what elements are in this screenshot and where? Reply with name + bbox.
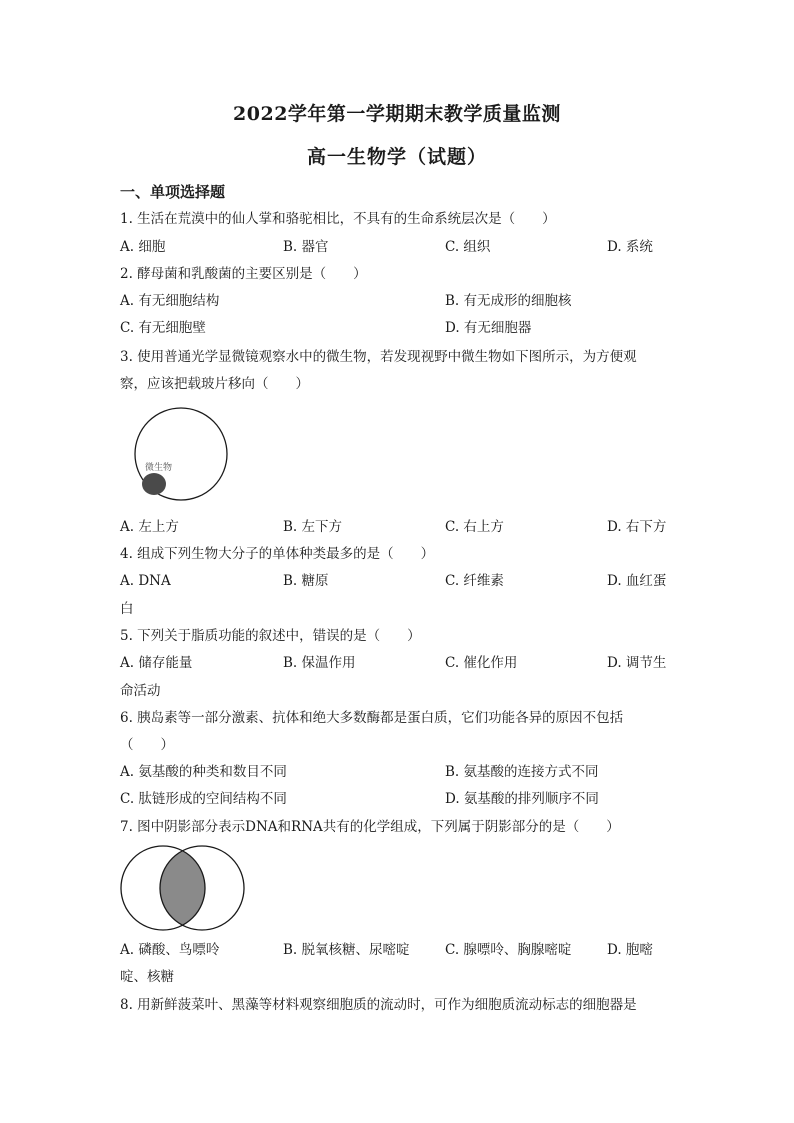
q5-option-b: B. 保温作用 (283, 655, 356, 671)
q3-option-a: A. 左上方 (120, 519, 179, 535)
q6-option-c: C. 肽链形成的空间结构不同 (120, 791, 287, 807)
q1-option-d: D. 系统 (607, 239, 653, 255)
question-7-stem: 7. 图中阴影部分表示DNA和RNA共有的化学组成，下列属于阴影部分的是（ ） (120, 819, 620, 835)
venn-diagram-figure (118, 842, 250, 934)
q7-option-c: C. 腺嘌呤、胸腺嘧啶 (445, 942, 572, 958)
q2-option-b: B. 有无成形的细胞核 (445, 293, 572, 309)
q5-option-d-continuation: 命活动 (120, 683, 161, 699)
q6-option-a: A. 氨基酸的种类和数目不同 (120, 764, 287, 780)
q3-option-c: C. 右上方 (445, 519, 504, 535)
page-title: 2022学年第一学期期末教学质量监测 (233, 103, 561, 125)
q1-option-c: C. 组织 (445, 239, 491, 255)
q3-option-d: D. 右下方 (607, 519, 667, 535)
q5-option-a: A. 储存能量 (120, 655, 193, 671)
q7-option-d: D. 胞嘧 (607, 942, 653, 958)
q7-option-b: B. 脱氧核糖、尿嘧啶 (283, 942, 410, 958)
q5-option-d: D. 调节生 (607, 655, 667, 671)
question-5-stem: 5. 下列关于脂质功能的叙述中，错误的是（ ） (120, 628, 421, 644)
q1-option-b: B. 器官 (283, 239, 329, 255)
q5-option-c: C. 催化作用 (445, 655, 518, 671)
q2-option-c: C. 有无细胞壁 (120, 320, 206, 336)
q4-option-d: D. 血红蛋 (607, 573, 667, 589)
q4-option-c: C. 纤维素 (445, 573, 504, 589)
question-6-stem-line1: 6. 胰岛素等一部分激素、抗体和绝大多数酶都是蛋白质，它们功能各异的原因不包括 (120, 710, 624, 726)
q7-option-a: A. 磷酸、鸟嘌呤 (120, 942, 220, 958)
question-1-stem: 1. 生活在荒漠中的仙人掌和骆驼相比，不具有的生命系统层次是（ ） (120, 211, 556, 227)
microscope-field-figure (130, 405, 234, 505)
q3-option-b: B. 左下方 (283, 519, 343, 535)
question-6-stem-line2: （ ） (120, 737, 174, 753)
q1-option-a: A. 细胞 (120, 239, 166, 255)
q6-option-b: B. 氨基酸的连接方式不同 (445, 764, 599, 780)
q4-option-b: B. 糖原 (283, 573, 329, 589)
q2-option-d: D. 有无细胞器 (445, 320, 532, 336)
question-3-stem-line1: 3. 使用普通光学显微镜观察水中的微生物，若发现视野中微生物如下图所示，为方便观 (120, 349, 637, 365)
question-3-stem-line2: 察，应该把载玻片移向（ ） (120, 376, 309, 392)
q7-option-d-continuation: 啶、核糖 (120, 969, 174, 985)
q2-option-a: A. 有无细胞结构 (120, 293, 220, 309)
q4-option-d-continuation: 白 (120, 601, 134, 617)
page-subtitle: 高一生物学（试题） (306, 146, 487, 168)
question-8-stem: 8. 用新鲜菠菜叶、黑藻等材料观察细胞质的流动时，可作为细胞质流动标志的细胞器是 (120, 997, 637, 1013)
microorganism-label: 微生物 (145, 463, 173, 473)
q6-option-d: D. 氨基酸的排列顺序不同 (445, 791, 599, 807)
question-4-stem: 4. 组成下列生物大分子的单体种类最多的是（ ） (120, 546, 435, 562)
question-2-stem: 2. 酵母菌和乳酸菌的主要区别是（ ） (120, 266, 367, 282)
section-heading: 一、单项选择题 (120, 183, 226, 201)
q4-option-a: A. DNA (120, 573, 171, 589)
